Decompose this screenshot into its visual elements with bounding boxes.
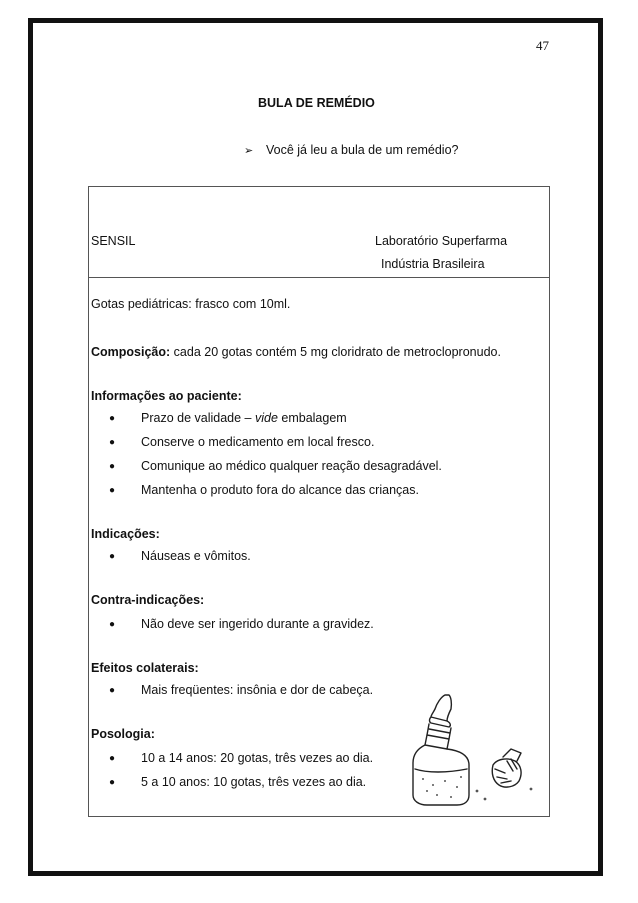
question-line [244, 143, 459, 157]
laboratory-origin: Indústria Brasileira [381, 257, 485, 271]
side-effects-heading: Efeitos colaterais: [91, 661, 199, 675]
bullet-icon: ● [109, 551, 116, 562]
product-name: SENSIL [91, 234, 136, 248]
bullet-icon: ● [109, 485, 116, 496]
question-text: Você já leu a bula de um remédio? [266, 143, 459, 157]
page-number: 47 [536, 38, 549, 53]
contraindications-heading: Contra-indicações: [91, 593, 205, 607]
composition-text: cada 20 gotas contém 5 mg cloridrato de metroclopronudo. [173, 345, 501, 359]
list-item: ● Prazo de validade – vide embalagem [109, 411, 347, 425]
list-item: ● Comunique ao médico qualquer reação desagradável. [109, 459, 442, 473]
list-item: ● Náuseas e vômitos. [109, 549, 251, 563]
bullet-icon: ● [109, 413, 116, 424]
dosage-heading: Posologia: [91, 727, 155, 741]
list-item: ● Conserve o medicamento em local fresco. [109, 435, 375, 449]
list-item: ● Não deve ser ingerido durante a gravidez. [109, 617, 374, 631]
bullet-icon: ● [109, 753, 116, 764]
indications-heading: Indicações: [91, 527, 160, 541]
document-title: BULA DE REMÉDIO [258, 96, 375, 110]
dropper-bottle-illustration [407, 691, 543, 809]
list-item: ● Mantenha o produto fora do alcance das crianças. [109, 483, 419, 497]
bullet-icon: ● [109, 685, 116, 696]
bullet-icon: ● [109, 437, 116, 448]
composition-line [91, 345, 501, 359]
list-item: ● Mais freqüentes: insônia e dor de cabeça. [109, 683, 374, 697]
list-item: ● 10 a 14 anos: 20 gotas, três vezes ao dia. [109, 751, 374, 765]
bullet-icon: ● [109, 619, 116, 630]
list-item: ● 5 a 10 anos: 10 gotas, três vezes ao dia. [109, 775, 367, 789]
leaflet-header [89, 187, 549, 278]
laboratory-name: Laboratório Superfarma [375, 234, 508, 248]
bullet-icon: ● [109, 461, 116, 472]
composition-label: Composição: [91, 345, 171, 359]
patient-info-heading: Informações ao paciente: [91, 389, 242, 403]
bullet-icon: ● [109, 777, 116, 788]
presentation-text: Gotas pediátricas: frasco com 10ml. [91, 297, 291, 311]
arrow-bullet-icon: ➢ [244, 144, 254, 157]
medicine-leaflet [88, 186, 550, 817]
